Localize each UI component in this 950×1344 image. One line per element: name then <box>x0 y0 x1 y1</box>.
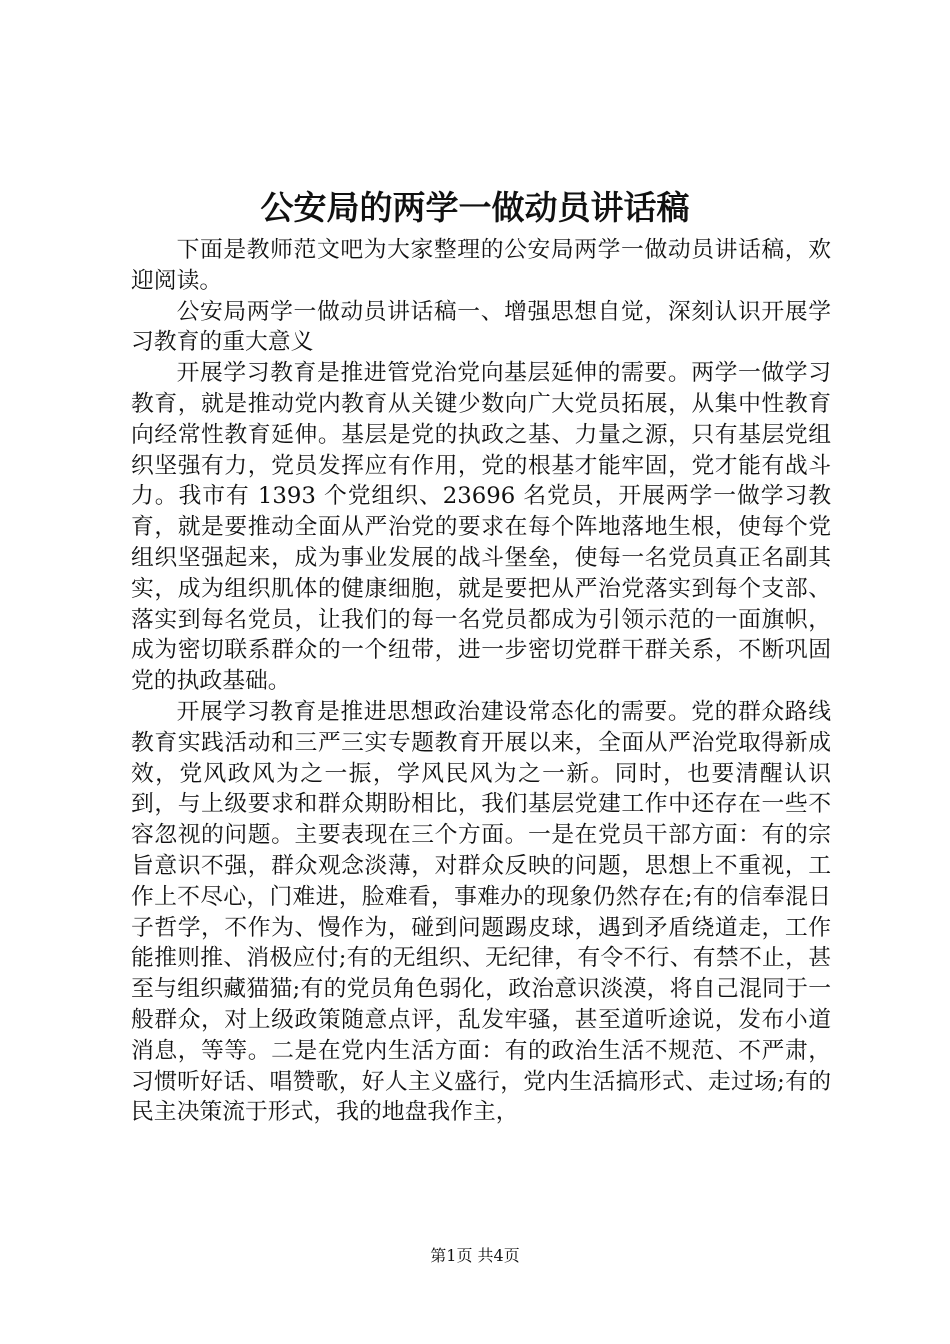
document-body <box>131 235 831 1128</box>
paragraph-intro: 下面是教师范文吧为大家整理的公安局两学一做动员讲话稿，欢迎阅读。 <box>131 237 831 294</box>
paragraph-heading-one: 公安局两学一做动员讲话稿一、增强思想自觉，深刻认识开展学习教育的重大意义 <box>131 298 831 356</box>
page-number-footer: 第1页 共4页 <box>430 1246 520 1265</box>
paragraph-grassroots-extension: 开展学习教育是推进管党治党向基层延伸的需要。两学一做学习教育，就是推动党内教育从关键少数向广大党员拓展，从集中性教育向经常性教育延伸。基层是党的执政之基、力量之源，只有基层党组织坚强有力，党员发挥应有作用，党的根基才能牢固，党才能有战斗力。我市有 1393 个党组织、23696 名党员，开展两学一做学习教育，就是要推动全面从严治党的要求在每个阵地落地生根，使每个党组织坚强起来，成为事业发展的战斗堡垒，使每一名党员真正名副其实，成为组织肌体的健康细胞，就是要把从严治党落实到每个支部、落实到每名党员，让我们的每一名党员都成为引领示范的一面旗帜，成为密切联系群众的一个纽带，进一步密切党群干群关系，不断巩固党的执政基础。 <box>131 360 831 695</box>
paragraph-political-building: 开展学习教育是推进思想政治建设常态化的需要。党的群众路线教育实践活动和三严三实专题教育开展以来，全面从严治党取得新成效，党风政风为之一振，学风民风为之一新。同时，也要清醒认识到，与上级要求和群众期盼相比，我们基层党建工作中还存在一些不容忽视的问题。主要表现在三个方面。一是在党员干部方面：有的宗旨意识不强，群众观念淡薄，对群众反映的问题，思想上不重视，工作上不尽心，门难进，脸难看，事难办的现象仍然存在;有的信奉混日子哲学，不作为、慢作为，碰到问题踢皮球，遇到矛盾绕道走，工作能推则推、消极应付;有的无组织、无纪律，有令不行、有禁不止，甚至与组织藏猫猫;有的党员角色弱化，政治意识淡漠，将自己混同于一般群众，对上级政策随意点评，乱发牢骚，甚至道听途说，发布小道消息，等等。二是在党内生活方面：有的政治生活不规范、不严肃，习惯听好话、唱赞歌，好人主义盛行，党内生活搞形式、走过场;有的民主决策流于形式，我的地盘我作主， <box>131 698 831 1126</box>
document-title: 公安局的两学一做动员讲话稿 <box>260 188 690 227</box>
